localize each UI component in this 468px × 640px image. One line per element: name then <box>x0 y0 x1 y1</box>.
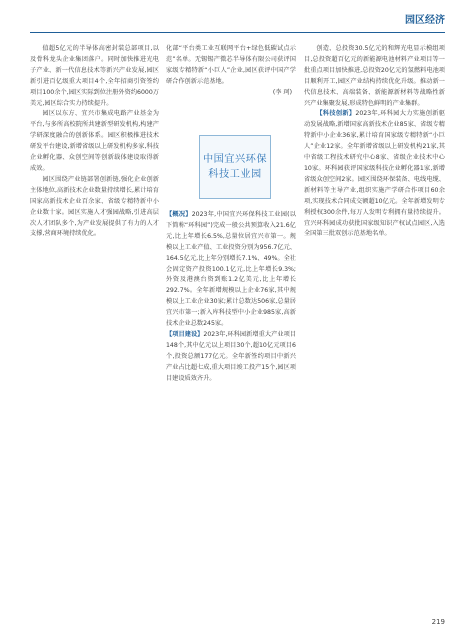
col1-paragraph-1: 值超5亿元的半导体高密封装总部项目,以及骨科龙头企业集团落户。同时加快推进光电子产业、新一代信息技术等新兴产业发展,园区新引进百亿级重大项目4个,全年招商引资签约项目100余个,园区实际到位注册外资约6000万美元,园区综合实力持续提升。 <box>30 45 159 107</box>
column-2-top <box>166 44 296 132</box>
col2-top-paragraph: 化部“平台类工业互联网平台+绿色低碳试点示范”名单。无锡锡产微芯半导体有限公司获评国家级专精特新“小巨人”企业,园区获评中国产学研合作创新示范基地。 <box>166 45 296 85</box>
innovation-tag: 【科技创新】 <box>316 110 356 118</box>
section-title-box <box>199 135 271 199</box>
overview-tag: 【概况】 <box>166 211 192 218</box>
col1-paragraph-3: 园区围绕产业链部署创新链,强化企业创新主体地位,高新技术企业数量持续增长,累计培育国家高新技术企业百余家、省级专精特新中小企业数十家。园区实施人才强园战略,引进高层次人才团队多个,为产业发展提供了有力的人才支撑,营商环境持续优化。 <box>30 175 159 238</box>
col3-paragraph-1: 创造、总投资30.5亿元的和辉光电显示模组项目,总投资超百亿元的新能源电池材料产业项目等一批重点项目加快推进,总投资20亿元的氢燃料电池项目顺利开工,园区产业结构持续优化升级。推动新一代信息技术、高端装备、新能源新材料等战略性新兴产业集聚发展,形成特色鲜明的产业集群。 <box>304 45 445 107</box>
column-2-bottom <box>166 210 296 616</box>
innovation-text: 2023年,环科园大力实施创新驱动发展战略,新增国家高新技术企业85家、省级专精特新中小企业36家,累计培育国家级专精特新“小巨人”企业12家。全年新增省级以上研发机构21家,其中省级工程技术研究中心8家、省级企业技术中心10家。环科园获评国家级科技企业孵化器1家,新增省级众创空间2家。园区围绕环保装备、电线电缆、新材料等主导产业,组织实施产学研合作项目60余项,实现技术合同成交额超10亿元。全年新增发明专利授权300余件,每万人发明专利拥有量持续提升。宜兴环科园成功获批国家级知识产权试点园区,入选全国第三批双创示范基地名单。 <box>304 110 445 238</box>
section-header: 园区经济 <box>405 15 445 26</box>
section-title-line-1: 中国宜兴环保 <box>202 154 268 165</box>
col3-innovation-paragraph <box>304 109 445 240</box>
column-1 <box>30 44 159 616</box>
projects-tag: 【项目建设】 <box>166 330 204 338</box>
col2-projects-paragraph <box>166 330 296 385</box>
page-number: 219 <box>431 618 445 626</box>
projects-text: 2023年,环科园新增重大产业项目148个,其中亿元以上项目30个,超10亿元项目6个,投资总额177亿元。全年新签约项目中新兴产业占比超七成,重大项目竣工投产15个,园区项目建设质效齐升。 <box>166 330 296 382</box>
col1-paragraph-2: 园区以东方、宜兴市集成电路产业基金为平台,与多所高校院所共建新型研发机构,构建产学研深度融合的创新体系。园区积极推进技术研发平台建设,新增省级以上研发机构多家,科技企业孵化器、众创空间等创新载体建设取得新成效。 <box>30 110 159 172</box>
header-rule <box>30 32 445 33</box>
col2-overview-paragraph <box>166 210 296 330</box>
overview-text: 2023年,中国宜兴环保科技工业园(以下简称“环科园”)完成一般公共预算收入21.6亿元,比上年增长6.5%,总量位居宜兴市第一。规模以上工业产值、工业投资分别为956.7亿元、164.5亿元,比上年分别增长7.1%、49%。全社会固定资产投资100.1亿元,比上年增长9.3%;外资及港澳台资到账1.2亿美元,比上年增长292.7%。全年新增规模以上企业76家,其中规模以上工业企业30家;累计总数达506家,总量居宜兴市第一;新入库科技型中小企业985家,高新技术企业总数245家。 <box>166 211 296 328</box>
section-title-line-2: 科技工业园 <box>208 169 262 180</box>
author-signature: (李 珂) <box>272 88 292 96</box>
column-3 <box>304 44 445 616</box>
